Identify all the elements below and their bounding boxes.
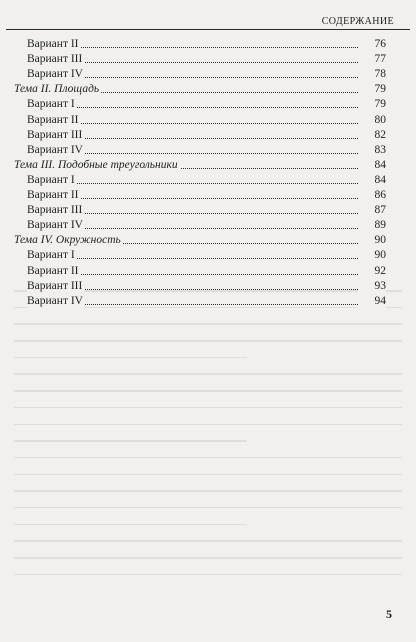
toc-entry-page: 90 <box>358 247 386 263</box>
toc-entry-page: 84 <box>358 172 386 188</box>
toc-entry-label: Тема IV. Окружность <box>14 234 121 247</box>
toc-entry <box>0 217 416 233</box>
toc-entry-page: 79 <box>358 81 386 97</box>
bleed-through-line <box>14 373 402 375</box>
toc-entry <box>0 263 416 279</box>
dot-leader <box>27 198 386 199</box>
dot-leader <box>27 47 386 48</box>
toc-entry-label: Вариант IV <box>27 219 83 232</box>
toc-entry-page: 84 <box>358 157 386 173</box>
toc-entry-page: 78 <box>358 66 386 82</box>
bleed-through-line <box>14 440 247 442</box>
bleed-through-line <box>14 457 402 459</box>
toc-topic-entry <box>0 81 416 97</box>
running-header: СОДЕРЖАНИЕ <box>321 16 394 27</box>
toc-entry <box>0 36 416 52</box>
bleed-through-line <box>14 424 402 426</box>
toc-entry-page: 90 <box>358 232 386 248</box>
toc-entry <box>0 187 416 203</box>
toc-entry-label: Вариант IV <box>27 68 83 81</box>
toc-entry-label: Вариант II <box>27 189 79 201</box>
toc-entry-label: Вариант III <box>27 53 83 66</box>
dot-leader <box>27 183 386 184</box>
toc-entry <box>0 96 416 112</box>
toc-entry <box>0 112 416 128</box>
toc-entry-label: Вариант I <box>27 249 75 262</box>
dot-leader <box>27 258 386 259</box>
dot-leader <box>27 107 386 108</box>
toc-entry-label: Вариант III <box>27 279 83 292</box>
toc-topic-entry <box>0 157 416 173</box>
toc-entry <box>0 127 416 143</box>
bleed-through-line <box>14 540 402 542</box>
toc-entry-page: 76 <box>358 36 386 52</box>
toc-entry-page: 87 <box>358 202 386 218</box>
dot-leader <box>27 123 386 124</box>
toc-entry-page: 80 <box>358 112 386 128</box>
toc-entry-label: Вариант III <box>27 128 83 141</box>
bleed-through-line <box>14 357 247 359</box>
toc-entry-page: 89 <box>358 217 386 233</box>
toc-entry-page: 86 <box>358 187 386 203</box>
toc-entry <box>0 247 416 263</box>
toc-entry-page: 82 <box>358 127 386 143</box>
toc-entry-page: 83 <box>358 142 386 158</box>
toc-entry <box>0 202 416 218</box>
bleed-through-text <box>14 290 402 590</box>
toc-entry-label: Вариант II <box>27 113 79 126</box>
page-number: 5 <box>386 607 392 621</box>
bleed-through-line <box>14 524 247 526</box>
toc-entry-page: 94 <box>358 293 386 309</box>
bleed-through-line <box>14 323 402 325</box>
toc-entry-page: 79 <box>358 96 386 112</box>
toc-entry <box>0 142 416 158</box>
toc-entry-label: Вариант II <box>27 264 79 277</box>
header-rule <box>6 29 410 30</box>
toc-entry-label: Тема III. Подобные треугольники <box>14 158 178 171</box>
bleed-through-line <box>14 340 402 342</box>
toc-entry <box>0 51 416 67</box>
toc-entry-label: Вариант I <box>27 173 75 186</box>
bleed-through-line <box>14 407 402 409</box>
bleed-through-line <box>14 390 402 392</box>
toc-entry-label: Вариант II <box>27 38 79 50</box>
toc-entry-page: 77 <box>358 51 386 67</box>
bleed-through-line <box>14 574 402 576</box>
toc-entry-label: Тема II. Площадь <box>14 83 100 96</box>
bleed-through-line <box>14 474 402 476</box>
toc-entry-page: 92 <box>358 263 386 279</box>
toc-entry-page: 93 <box>358 278 386 294</box>
toc-entry <box>0 66 416 82</box>
dot-leader <box>27 274 386 275</box>
toc-topic-entry <box>0 232 416 248</box>
toc-entry-label: Вариант IV <box>27 294 83 307</box>
toc-entry-label: Вариант III <box>27 204 83 217</box>
bleed-through-line <box>14 557 402 559</box>
bleed-through-line <box>14 490 402 492</box>
toc-entry <box>0 172 416 188</box>
toc-entry-label: Вариант I <box>27 98 75 111</box>
toc-entry-label: Вариант IV <box>27 143 83 156</box>
bleed-through-line <box>14 507 402 509</box>
